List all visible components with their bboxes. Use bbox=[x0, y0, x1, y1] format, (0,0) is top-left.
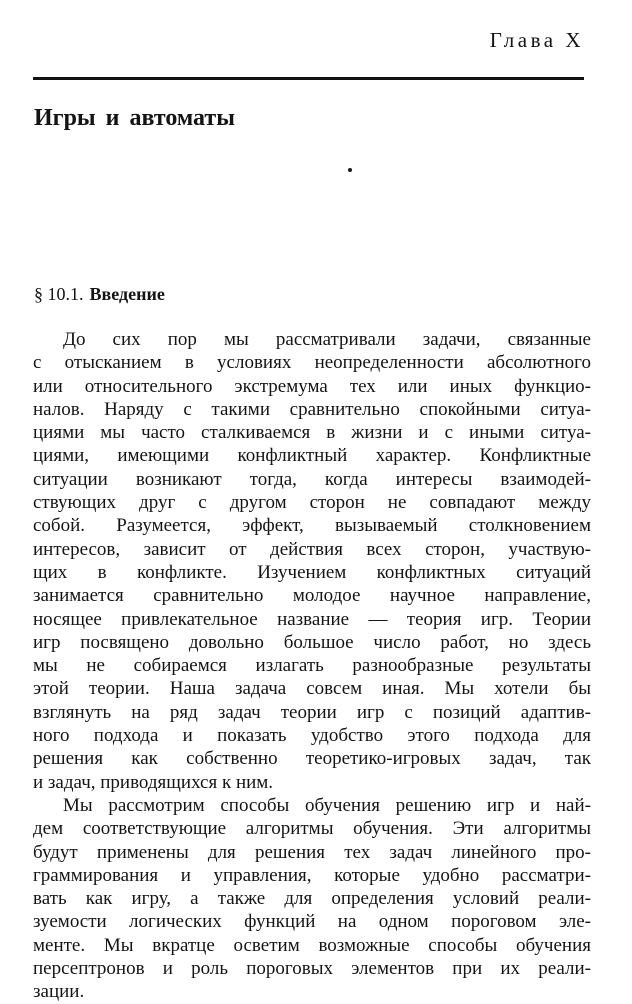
paragraph bbox=[33, 328, 591, 794]
chapter-title: Игры и автоматы bbox=[34, 105, 235, 131]
text-line: взглянуть на ряд задач теории игр с позиций адаптив- bbox=[33, 701, 591, 723]
paragraph bbox=[33, 794, 591, 1004]
text-line: граммирования и управления, которые удобно рассматри- bbox=[33, 864, 591, 886]
text-line: щих в конфликте. Изучением конфликтных ситуаций bbox=[33, 561, 591, 583]
text-line: ствующих друг с другом сторон не совпадают между bbox=[33, 492, 591, 514]
text-line: этой теории. Наша задача совсем иная. Мы хотели бы bbox=[33, 678, 591, 700]
text-line: До сих пор мы рассматривали задачи, связанные bbox=[63, 329, 591, 350]
header-rule bbox=[33, 77, 584, 80]
text-line: игр посвящено довольно большое число работ, но здесь bbox=[33, 631, 591, 653]
text-line: циями мы часто сталкиваемся в жизни и с иными ситуа- bbox=[33, 422, 591, 444]
text-line: менте. Мы вкратце осветим возможные способы обучения bbox=[33, 934, 591, 956]
text-line: собой. Разумеется, эффект, вызываемый столкновением bbox=[33, 515, 591, 537]
text-line: зации. bbox=[33, 981, 85, 1003]
text-line: вать как игру, а также для определения условий реали- bbox=[33, 888, 591, 910]
text-line: налов. Наряду с такими сравнительно спокойными ситуа- bbox=[33, 398, 591, 420]
text-line: или относительного экстремума тех или иных функцио- bbox=[33, 375, 591, 397]
body-text bbox=[33, 328, 591, 1004]
text-line: Мы рассмотрим способы обучения решению игр и най- bbox=[63, 794, 591, 816]
text-line: решения как собственно теоретико-игровых задач, так bbox=[33, 748, 591, 770]
text-line: и задач, приводящихся к ним. bbox=[33, 771, 274, 793]
running-header-chapter: Глава X bbox=[489, 28, 584, 52]
text-line: интересов, зависит от действия всех сторон, участвую- bbox=[33, 538, 591, 560]
text-line: ного подхода и показать удобство этого подхода для bbox=[33, 725, 591, 747]
text-line: циями, имеющими конфликтный характер. Конфликтные bbox=[33, 445, 591, 467]
text-line: ситуации возникают тогда, когда интересы взаимодей- bbox=[33, 468, 591, 490]
print-speck bbox=[348, 168, 352, 172]
section-number: § 10.1. bbox=[34, 284, 84, 304]
text-line: персептронов и роль пороговых элементов при их реали- bbox=[33, 958, 591, 980]
section-title: Введение bbox=[89, 284, 165, 304]
text-line: дем соответствующие алгоритмы обучения. Эти алгоритмы bbox=[33, 818, 591, 840]
section-heading bbox=[34, 285, 165, 303]
text-line: будут применены для решения тех задач линейного про- bbox=[33, 841, 591, 863]
text-line: с отысканием в условиях неопределенности абсолютного bbox=[33, 352, 591, 374]
text-line: занимается сравнительно молодое научное направление, bbox=[33, 585, 591, 607]
text-line: мы не собираемся излагать разнообразные результаты bbox=[33, 655, 591, 677]
text-line: зуемости логических функций на одном пороговом эле- bbox=[33, 911, 591, 933]
text-line: носящее привлекательное название — теория игр. Теории bbox=[33, 608, 591, 630]
